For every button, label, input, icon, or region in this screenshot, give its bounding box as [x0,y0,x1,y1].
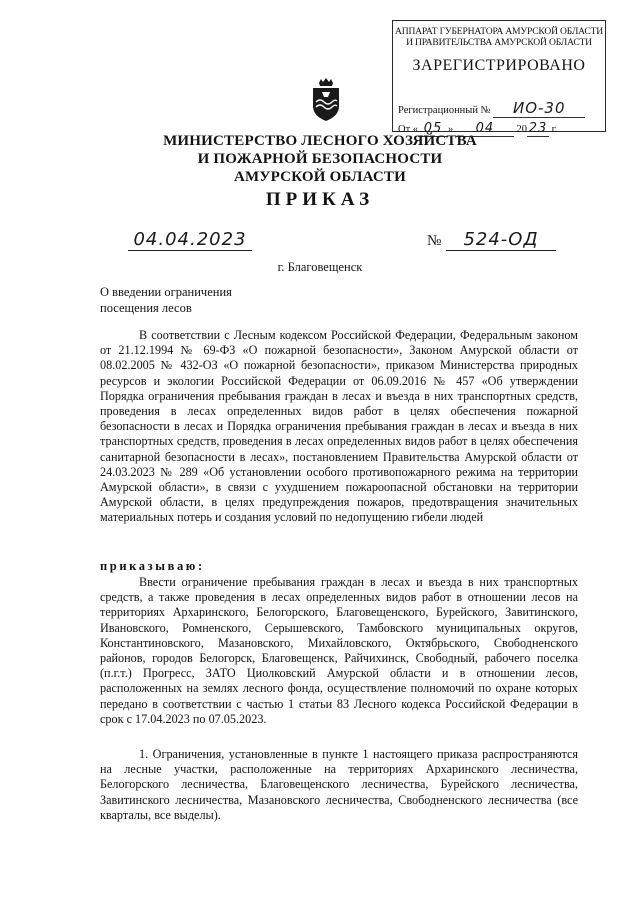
stamp-date-mid: » [448,124,454,135]
ministry-line-2: И ПОЖАРНОЙ БЕЗОПАСНОСТИ [197,151,443,167]
subject-line-1: О введении ограничения [100,285,232,299]
amur-region-coat-of-arms-icon [310,78,342,122]
ministry-line-1: МИНИСТЕРСТВО ЛЕСНОГО ХОЗЯЙСТВА [163,133,477,149]
ministry-line-3: АМУРСКОЙ ОБЛАСТИ [234,169,406,185]
order-directive-word: приказываю: [100,559,205,573]
main-directive-paragraph: Ввести ограничение пребывания граждан в лесах и въезда в них транспортных средств, а также проведения в лесах определенных видов работ в отношении лесов на территориях Архаринского, Белогорского, Благовещенского, Бурейского, Завитинского, Ивановского, Ромненского, Серышевского, Тамбовского муниципальных округов, Константиновского, Мазановского, Михайловского, Октябрьского, Свободненского районов, городов Белогорск, Благовещенск, Райчихинск, Свободный, рабочего поселка (п.г.т.) Прогресс, ЗАТО Циолковский Амурской области и в отношении лесов, расположенных на землях лесного фонда, осуществление полномочий по охране которых передано в соответствии с частью 1 статьи 83 Лесного кодекса Российской Федерации в срок с 17.04.2023 по 07.05.2023. [100,575,578,726]
order-date: 04.04.2023 [128,229,252,251]
ministry-name [0,132,640,186]
stamp-date-month: 04 [456,121,514,137]
stamp-date-suffix: г. [551,124,558,135]
stamp-title: ЗАРЕГИСТРИРОВАНО [412,57,586,74]
stamp-date-day: 05 [418,121,448,137]
stamp-date-year: 23 [528,121,548,136]
order-number-label: № [427,233,442,249]
subject-line-2: посещения лесов [100,301,192,315]
item-1-paragraph: 1. Ограничения, установленные в пункте 1 настоящего приказа распространяются на лесные участки, расположенные на территориях Архаринского лесничества, Белогорского лесничества, Благовещенского лесничества, Бурейского лесничества, Завитинского лесничества, Мазановского лесничества, Свободненского лесничества (все кварталы, все выделы). [100,747,578,822]
stamp-reg-number-row [398,99,585,118]
registration-stamp [392,20,606,136]
stamp-date-year-prefix: 20 [516,124,528,135]
order-subject [100,284,232,316]
stamp-org-line-2: И ПРАВИТЕЛЬСТВА АМУРСКОЙ ОБЛАСТИ [406,37,592,48]
stamp-reg-number: ИО-30 [493,99,585,118]
preamble-paragraph: В соответствии с Лесным кодексом Российской Федерации, Федеральным законом от 21.12.1994 № 69-ФЗ «О пожарной безопасности», Законом Амурской области от 08.02.2005 № 432-ОЗ «О пожарной безопасности», приказом Министерства природных ресурсов и экологии Российской Федерации от 06.09.2016 № 457 «Об утверждении Порядка ограничения пребывания граждан в лесах и въезда в них транспортных средств, проведения в лесах определенных видов работ в целях обеспечения пожарной безопасности в лесах и Порядка ограничения пребывания граждан в лесах и въезда в них транспортных средств, проведения в лесах определенных видов работ в целях обеспечения санитарной безопасности в лесах», постановлением Правительства Амурской области от 24.03.2023 № 289 «Об установлении особого противопожарного режима на территории Амурской области», в связи с ухудшением пожароопасной обстановки на территории Амурской области, в целях предупреждения пожаров, предотвращения значительных материальных потерь и создания условий по недопущению гибели людей [100,328,578,525]
stamp-organization [393,26,605,48]
stamp-date-prefix: От « [398,124,419,135]
order-city: г. Благовещенск [277,260,363,274]
stamp-reg-label: Регистрационный № [398,105,491,116]
order-number: 524-ОД [446,229,556,251]
document-type-title: ПРИКАЗ [265,189,375,210]
stamp-org-line-1: АППАРАТ ГУБЕРНАТОРА АМУРСКОЙ ОБЛАСТИ [395,26,603,37]
